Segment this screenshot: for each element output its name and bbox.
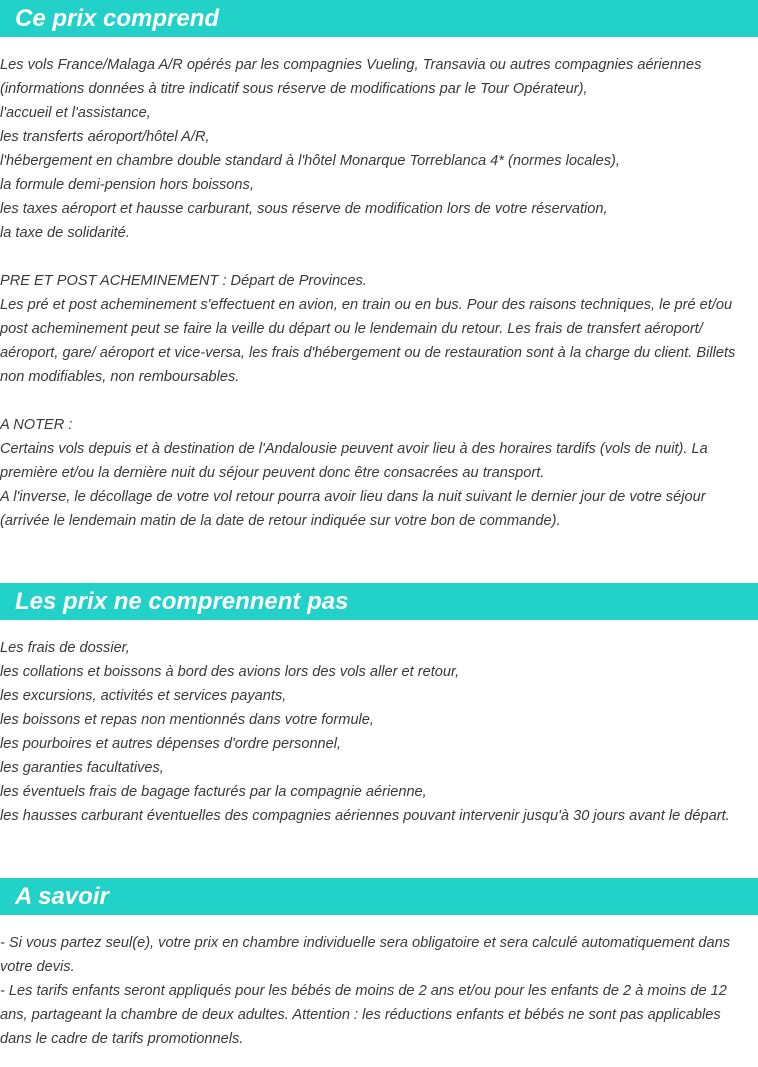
list-item: les garanties facultatives, [0,760,164,776]
blank-line [0,389,756,413]
paragraph: Les pré et post acheminement s'effectuent en avion, en train ou en bus. Pour des raisons techniques, le pré et/ou post acheminement peut se faire la veille du départ ou le lendemain du retour. Les frais de transfert aéroport/ aéroport, gare/ aéroport et vice-versa, les frais d'hébergement ou de restauration sont à la charge du client. Billets non modifiables, non remboursables. [0,297,736,385]
section-title: Les prix ne comprennent pas [0,583,758,620]
section-title: Ce prix comprend [0,0,758,37]
list-item: les transferts aéroport/hôtel A/R, [0,129,210,145]
list-item: l'accueil et l'assistance, [0,105,151,121]
list-item: les éventuels frais de bagage facturés par la compagnie aérienne, [0,784,427,800]
paragraph-heading: A NOTER : [0,417,73,433]
list-item: les pourboires et autres dépenses d'ordre personnel, [0,736,342,752]
section-price-excludes [0,583,758,828]
paragraph-heading: PRE ET POST ACHEMINEMENT : Départ de Provinces. [0,273,367,289]
list-item: la taxe de solidarité. [0,225,130,241]
section-price-includes [0,0,758,533]
list-item: les taxes aéroport et hausse carburant, sous réserve de modification lors de votre réservation, [0,201,608,217]
blank-line [0,245,756,269]
list-item: les hausses carburant éventuelles des compagnies aériennes pouvant intervenir jusqu'à 30 jours avant le départ. [0,808,730,824]
list-item: la formule demi-pension hors boissons, [0,177,254,193]
section-body [0,915,758,1051]
section-body [0,620,758,828]
section-body [0,37,758,533]
list-item: les collations et boissons à bord des avions lors des vols aller et retour, [0,664,460,680]
paragraph: - Si vous partez seul(e), votre prix en chambre individuelle sera obligatoire et sera calculé automatiquement dans votre devis. [0,935,731,975]
list-item: Les frais de dossier, [0,640,130,656]
list-item: les excursions, activités et services payants, [0,688,287,704]
section-good-to-know [0,878,758,1051]
list-item: l'hébergement en chambre double standard à l'hôtel Monarque Torreblanca 4* (normes locales), [0,153,620,169]
section-title: A savoir [0,878,758,915]
paragraph: Certains vols depuis et à destination de l'Andalousie peuvent avoir lieu à des horaires tardifs (vols de nuit). La première et/ou la dernière nuit du séjour peuvent donc être consacrées au transport. [0,441,708,481]
paragraph: A l'inverse, le décollage de votre vol retour pourra avoir lieu dans la nuit suivant le dernier jour de votre séjour (arrivée le lendemain matin de la date de retour indiquée sur votre bon de commande). [0,489,706,529]
list-item: les boissons et repas non mentionnés dans votre formule, [0,712,374,728]
list-item: Les vols France/Malaga A/R opérés par les compagnies Vueling, Transavia ou autres compagnies aériennes (informations données à titre indicatif sous réserve de modifications par le Tour Opérateur), [0,57,702,97]
paragraph: - Les tarifs enfants seront appliqués pour les bébés de moins de 2 ans et/ou pour les enfants de 2 à moins de 12 ans, partageant la chambre de deux adultes. Attention : les réductions enfants et bébés ne sont pas applicables dans le cadre de tarifs promotionnels. [0,983,727,1047]
